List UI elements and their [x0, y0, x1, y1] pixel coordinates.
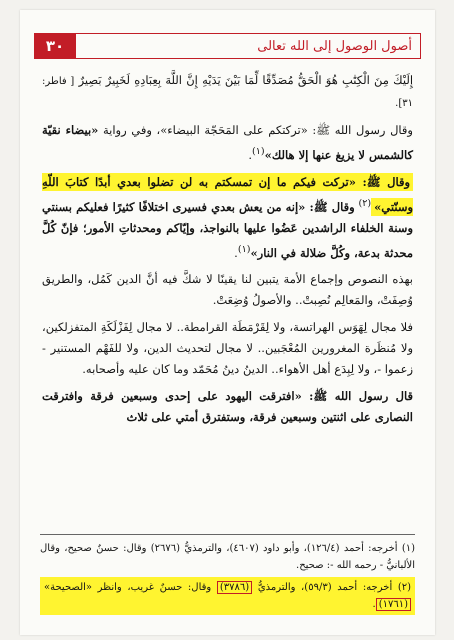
footnote-2-ref-2: (١٧٦١) [376, 598, 411, 611]
footnote-2-text-a: (٢) أخرجه: أحمد (٥٩/٣)، والترمذيُّ [257, 582, 412, 593]
paragraph-no-innovation: فلا مجال لِهَوَس الهراتسة، ولا لِقَرْمَطَة القرامطة.. لا مجال لِفَزْلَكَةِ المتفزلكين، ولا مُنظَرة المغرورين المُعْجَبين.. لا مجال لتحديث الدين، ولا للفَهْم المستنير - زعموا -، ولا لِبِدَع أهل الأهواء.. الدينُ دينُ مُحَمّد وما كان عليه وأصحابه. [42, 320, 413, 377]
quran-verse [42, 70, 413, 114]
quran-reference: [ فاطر: ٣١]. [42, 76, 413, 109]
paragraph-hadith-sects: قال رسول الله ﷺ: «افترقت اليهود على إحدى وسبعين فرقة وافترقت النصارى على اثنتين وسبعين فرقة، وستفترق أمتي على ثلاث [42, 389, 413, 425]
footnote-2-end: . [372, 599, 376, 610]
document-page [20, 10, 435, 635]
highlighted-hadith: وقال ﷺ: «تركت فيكم ما إن تمسكتم به لن تضلوا بعدي أبدًا كتابَ اللّهِ وسنّتي» [42, 174, 414, 214]
footnote-2 [40, 577, 415, 615]
paragraph-conclusion: بهذه النصوص وإجماع الأمة يتبين لنا يقينًا لا شكَّ فيه أنَّ الدين كَمُل، والطريق وُصِفَتْ، والمَعالِم نُصِبتْ.. والأصولُ وُضِعَتْ. [42, 272, 413, 308]
running-title: أصول الوصول إلى الله تعالى [257, 38, 412, 54]
footnote-ref-2: (٢) [358, 197, 372, 209]
page-number: ٣٠ [34, 34, 76, 58]
footnote-ref-3: (١) [237, 243, 251, 255]
footnotes [40, 534, 415, 618]
footnote-1: (١) أخرجه: أحمد (١٢٦/٤)، وأبو داود (٤٦٠٧)، والترمذيُّ (٢٦٧٦) وقال: حسنٌ صحيح، وقال الألبانيُّ - رحمه الله -: صحيح. [40, 543, 415, 571]
quran-line-2: بَصِيرٌ [78, 73, 102, 87]
footnote-ref-1: (١) [252, 146, 265, 157]
hadith-1-variant: «بيضاء نقيّة كالشمس لا يزيغ عنها إلا هالك» [42, 123, 413, 162]
footnote-2-text-b: وقال: حسنٌ غريب، وانظر «الصحيحة» [44, 582, 212, 593]
hadith-3: وقال ﷺ: «إنه من يعش بعدي فسيرى اختلافًا كثيرًا فعليكم بسنتي وسنة الخلفاء الراشدين عَضُوا عليها بالنواجذ، وإيّاكم ومحدثاتِ الأمور؛ فإنّ كُلَّ محدثة بدعة، وكُلَّ ضلالة في النار» [42, 199, 413, 260]
quran-line-1: إِلَيْكَ مِنَ الْكِتَٰبِ هُوَ الْحَقُّ مُصَدِّقًا لِّمَا بَيْنَ يَدَيْهِ إِنَّ اللَّهَ بِعِبَادِهِ لَخَبِيرٌ [105, 73, 414, 87]
hadith-1-intro: وقال رسول الله ﷺ: «تركتكم على المَحَجّة البيضاء»، وفي رواية [102, 123, 413, 137]
body-text [42, 70, 413, 434]
paragraph-hadith-2: وقال ﷺ: «تركت فيكم ما إن تمسكتم به لن تضلوا بعدي أبدًا كتابَ اللّهِ وسنّتي»$^{(٢)}$ وقال ﷺ: «إنه من يعش بعدي فسيرى اختلافًا كثيرًا فعليكم بسنتي وسنة الخلفاء الراشدين عَضُوا عليها بالنواجذ، وإيّاكم ومحدثاتِ الأمور؛ فإنّ كُلَّ محدثة بدعة، وكُلَّ ضلالة في النار»$^{(١)}$. [42, 174, 414, 260]
page-header [34, 33, 421, 59]
footnote-2-ref: (٣٧٨٦) [217, 581, 252, 594]
paragraph-hadith-1: وقال رسول الله ﷺ: «تركتكم على المَحَجّة البيضاء»، وفي رواية «بيضاء نقيّة كالشمس لا يزيغ عنها إلا هالك»$^{(١)}$. [42, 123, 413, 162]
